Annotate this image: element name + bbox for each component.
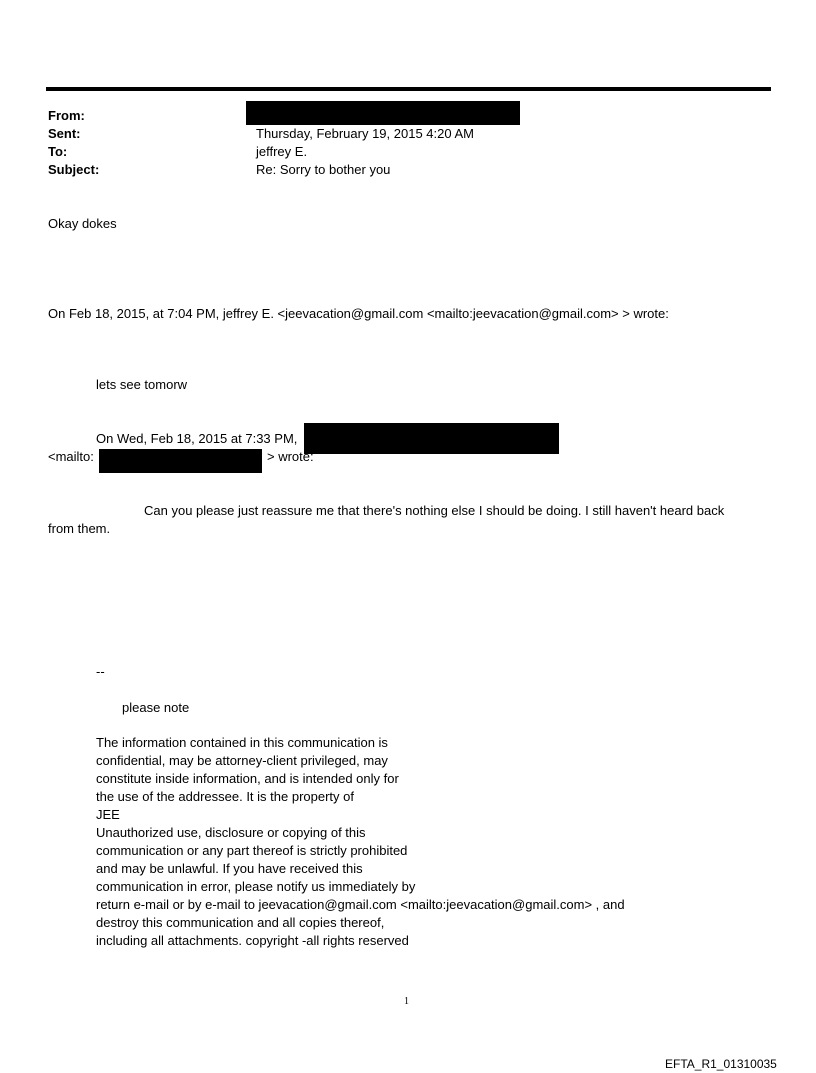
- quote2-header: On Wed, Feb 18, 2015 at 7:33 PM,: [96, 431, 298, 446]
- redacted-sender: [246, 101, 520, 125]
- disclaimer-line: destroy this communication and all copies thereof,: [96, 915, 385, 930]
- quote1-header: On Feb 18, 2015, at 7:04 PM, jeffrey E. <jeevacation@gmail.com <mailto:jeevacation@gmail.com> > wrote:: [48, 306, 669, 321]
- header-divider: [46, 87, 771, 91]
- quote2-text-line2: from them.: [48, 521, 111, 536]
- disclaimer-line: the use of the addressee. It is the property of: [96, 789, 354, 804]
- disclaimer: [96, 734, 625, 950]
- disclaimer-line: communication or any part thereof is strictly prohibited: [96, 843, 408, 858]
- quote2-text-line1: Can you please just reassure me that there's nothing else I should be doing. I still haven't heard back: [144, 503, 725, 518]
- to-value: jeffrey E.: [256, 144, 308, 159]
- disclaimer-line: confidential, may be attorney-client privileged, may: [96, 753, 388, 768]
- from-label: From:: [48, 108, 85, 123]
- disclaimer-line: communication in error, please notify us immediately by: [96, 879, 416, 894]
- disclaimer-line: constitute inside information, and is intended only for: [96, 771, 399, 786]
- document-id: EFTA_R1_01310035: [665, 1057, 777, 1071]
- disclaimer-line: including all attachments. copyright -all rights reserved: [96, 933, 409, 948]
- disclaimer-line: and may be unlawful. If you have received this: [96, 861, 363, 876]
- signature-note: please note: [122, 700, 190, 715]
- disclaimer-line: return e-mail or by e-mail to jeevacation@gmail.com <mailto:jeevacation@gmail.com> , and: [96, 897, 625, 912]
- disclaimer-line: Unauthorized use, disclosure or copying of this: [96, 825, 366, 840]
- subject-value: Re: Sorry to bother you: [256, 162, 391, 177]
- disclaimer-line: The information contained in this communication is: [96, 735, 388, 750]
- quote1-text: lets see tomorw: [96, 377, 188, 392]
- subject-label: Subject:: [48, 162, 100, 177]
- to-label: To:: [48, 144, 68, 159]
- sent-value: Thursday, February 19, 2015 4:20 AM: [256, 126, 474, 141]
- redacted-quote-sender: [304, 423, 559, 454]
- redacted-quote-email: [99, 449, 262, 473]
- sent-label: Sent:: [48, 126, 81, 141]
- reply-text: Okay dokes: [48, 216, 117, 231]
- quote2-wrote: > wrote:: [267, 449, 314, 464]
- disclaimer-line: JEE: [96, 807, 120, 822]
- signature-dashes: --: [96, 664, 105, 679]
- page-number: 1: [404, 996, 409, 1007]
- quote2-mailto: <mailto:: [48, 449, 94, 464]
